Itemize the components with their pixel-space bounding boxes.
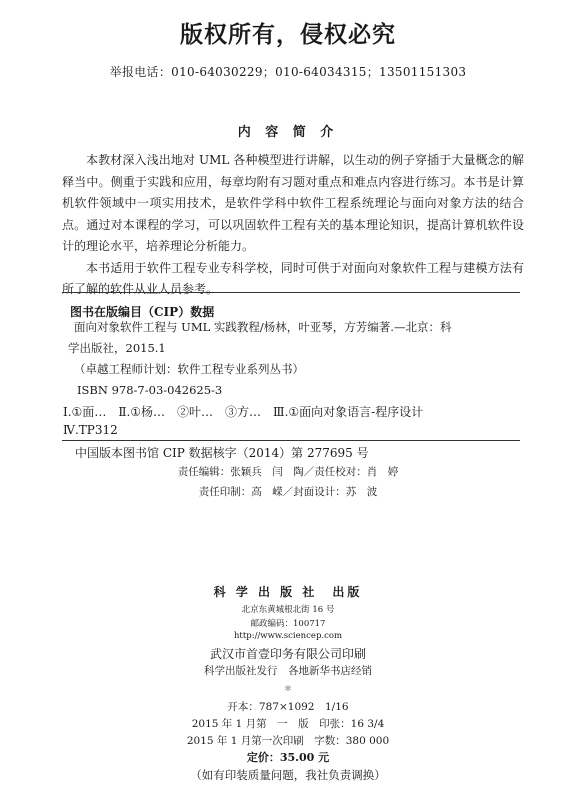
cip-data-number: 中国版本图书馆 CIP 数据核字（2014）第 277695 号 [75,446,369,460]
summary-paragraph: 本教材深入浅出地对 UML 各种模型进行讲解，以生动的例子穿插于大量概念的解释当中。侧重于实践和应用，每章均附有习题对重点和难点内容进行练习。本书是计算机软件领域中一项实用技术，是软件学科中软件工程系统理论与面向对象方法的结合点。通过对本课程的学习，可以巩固软件工程有关的基本理论知识，提高计算机软件设计的理论水平，培养理论分析能力。 [62,153,524,253]
printing-info: 2015 年 1 月第一次印刷 字数：380 000 [186,735,390,747]
cip-classification-line: Ⅰ.①面… Ⅱ.①杨… ②叶… ③方… Ⅲ.①面向对象语言-程序设计 [63,405,424,419]
section-divider [62,292,520,293]
publisher-address: 北京东黄城根北街 16 号 [241,605,335,615]
credits-line: 责任编辑：张颖兵 闫 陶／责任校对：肖 婷 [177,466,399,478]
cip-divider [62,440,520,441]
edition-info: 2015 年 1 月第 一 版 印张：16 3/4 [191,718,385,730]
report-phone: 举报电话：010-64030229；010-64034315；13501151303 [109,65,467,79]
publisher-website: http://www.sciencep.com [233,631,343,641]
cip-heading: 图书在版编目（CIP）数据 [70,305,215,319]
book-format: 开本：787×1092 1/16 [227,701,349,713]
cip-classification-line: Ⅳ.TP312 [63,423,118,437]
cip-classification [63,402,423,437]
separator-star: ＊ [284,684,292,693]
summary-heading: 内 容 简 介 [237,125,339,140]
quality-notice: （如有印装质量问题，我社负责调换） [190,768,386,782]
cip-entry [68,317,520,401]
printer: 武汉市首壹印务有限公司印刷 [209,647,366,661]
credits-line: 责任印制：高 嵘／封面设计：苏 波 [198,486,378,498]
distributor: 科学出版社发行 各地新华书店经销 [204,665,372,677]
publisher-postcode: 邮政编码：100717 [250,619,326,629]
cip-entry-line: ISBN 978-7-03-042625-3 [77,383,223,397]
cip-entry-line: 学出版社，2015.1 [68,341,166,355]
price: 定价：35.00 元 [246,751,330,764]
copyright-title: 版权所有，侵权必究 [180,21,396,48]
summary-body [62,150,524,301]
cip-entry-line: （卓越工程师计划：软件工程专业系列丛书） [74,362,304,376]
summary-paragraph: 本书适用于软件工程专业专科学校，同时可供于对面向对象软件工程与建模方法有所了解的软件从业人员参考。 [62,260,524,296]
publisher-name: 科 学 出 版 社 出版 [213,585,363,599]
cip-entry-line: 面向对象软件工程与 UML 实践教程/杨林，叶亚琴，方芳编著.—北京：科 [74,320,452,334]
